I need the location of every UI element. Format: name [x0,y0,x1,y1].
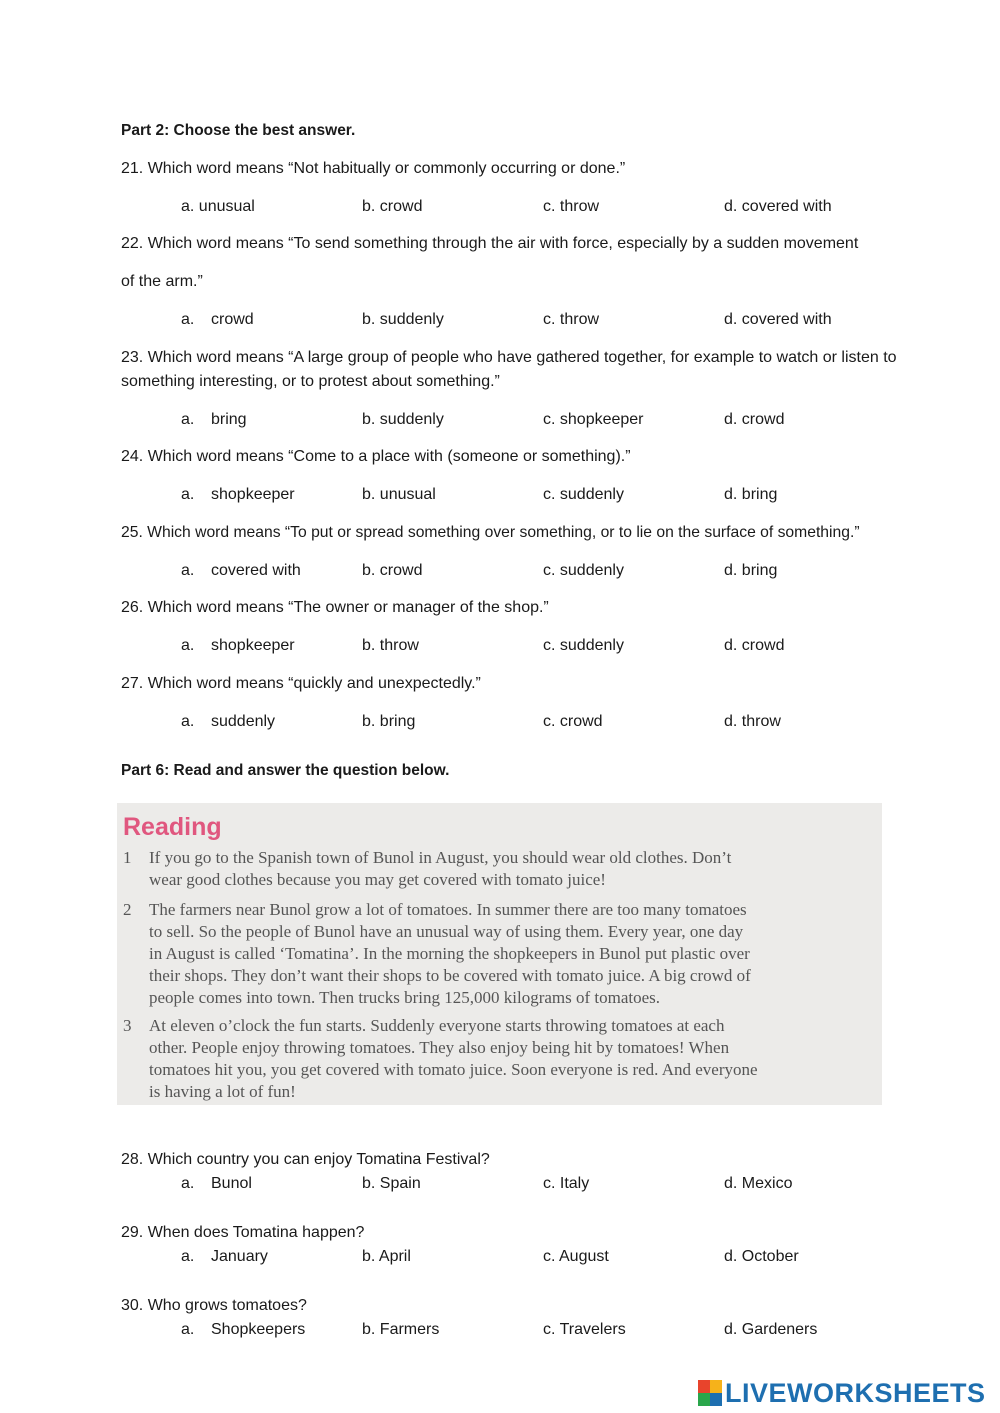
reading-passage-image [117,803,882,1105]
q29-option-a[interactable]: January [211,1248,268,1265]
q27-option-a-letter: a. [181,713,195,730]
logo-square [710,1393,722,1406]
q25-option-c[interactable]: c. suddenly [543,562,624,579]
q30-option-b[interactable]: b. Farmers [362,1321,440,1338]
q24-option-d[interactable]: d. bring [724,486,778,503]
paragraph-line: If you go to the Spanish town of Bunol in August, you should wear old clothes. Don’t [149,848,732,867]
q24-option-b[interactable]: b. unusual [362,486,436,503]
q28-option-a-letter: a. [181,1175,195,1192]
q27-option-c[interactable]: c. crowd [543,713,603,730]
q30-option-a[interactable]: Shopkeepers [211,1321,306,1338]
q23-option-a[interactable]: bring [211,411,247,428]
q30-option-d[interactable]: d. Gardeners [724,1321,818,1338]
paragraph-line: people comes into town. Then trucks bring 125,000 kilograms of tomatoes. [149,988,661,1007]
q26-option-a-letter: a. [181,637,195,654]
paragraph-number: 2 [123,900,132,919]
q22-option-a[interactable]: crowd [211,311,254,328]
q25-option-a-letter: a. [181,562,195,579]
question-29: 29. When does Tomatina happen? [121,1224,365,1241]
q22-option-a-letter: a. [181,311,195,328]
part6-heading: Part 6: Read and answer the question below. [121,762,450,779]
logo-squares-icon [698,1380,722,1406]
q22-option-d[interactable]: d. covered with [724,311,832,328]
paragraph-line: other. People enjoy throwing tomatoes. They also enjoy being hit by tomatoes! When [149,1038,730,1057]
q23-option-a-letter: a. [181,411,195,428]
q21-option-d[interactable]: d. covered with [724,198,832,215]
paragraph-line: is having a lot of fun! [149,1082,296,1101]
q28-option-c[interactable]: c. Italy [543,1175,590,1192]
q28-option-a[interactable]: Bunol [211,1175,252,1192]
paragraph-line: to sell. So the people of Bunol have an unusual way of using them. Every year, one day [149,922,744,941]
q27-option-a[interactable]: suddenly [211,713,276,730]
q21-option-c[interactable]: c. throw [543,198,600,215]
paragraph-line: in August is called ‘Tomatina’. In the morning the shopkeepers in Bunol put plastic over [149,944,750,963]
logo-text: LIVEWORKSHEETS [725,1377,986,1408]
q23-option-b[interactable]: b. suddenly [362,411,444,428]
q23-option-c[interactable]: c. shopkeeper [543,411,644,428]
question-28: 28. Which country you can enjoy Tomatina Festival? [121,1151,490,1168]
q26-option-d[interactable]: d. crowd [724,637,785,654]
paragraph-line: their shops. They don’t want their shops to be covered with tomato juice. A big crowd of [149,966,751,985]
q21-option-b[interactable]: b. crowd [362,198,423,215]
paragraph-number: 3 [123,1016,132,1035]
q22-option-b[interactable]: b. suddenly [362,311,444,328]
paragraph-number: 1 [123,848,132,867]
question-24: 24. Which word means “Come to a place with (someone or something).” [121,448,631,465]
question-21: 21. Which word means “Not habitually or commonly occurring or done.” [121,160,626,177]
q26-option-c[interactable]: c. suddenly [543,637,624,654]
q23-option-d[interactable]: d. crowd [724,411,785,428]
paragraph-line: wear good clothes because you may get covered with tomato juice! [149,870,606,889]
q26-option-b[interactable]: b. throw [362,637,419,654]
q25-option-a[interactable]: covered with [211,562,301,579]
logo-square [710,1380,722,1393]
q29-option-a-letter: a. [181,1248,195,1265]
reading-title: Reading [123,813,222,841]
q27-option-b[interactable]: b. bring [362,713,416,730]
paragraph-line: The farmers near Bunol grow a lot of tomatoes. In summer there are too many tomatoes [149,900,747,919]
q30-option-c[interactable]: c. Travelers [543,1321,626,1338]
q24-option-a[interactable]: shopkeeper [211,486,295,503]
question-23: 23. Which word means “A large group of people who have gathered together, for example to watch or listen to [121,349,897,366]
q29-option-d[interactable]: d. October [724,1248,799,1265]
q29-option-b[interactable]: b. April [362,1248,411,1265]
q29-option-c[interactable]: c. August [543,1248,609,1265]
liveworksheets-logo[interactable] [698,1378,986,1408]
paragraph-line: At eleven o’clock the fun starts. Suddenly everyone starts throwing tomatoes at each [149,1016,725,1035]
q24-option-a-letter: a. [181,486,195,503]
logo-square [698,1380,710,1393]
question-26: 26. Which word means “The owner or manager of the shop.” [121,599,549,616]
question-22-cont: of the arm.” [121,273,203,290]
q28-option-d[interactable]: d. Mexico [724,1175,793,1192]
q27-option-d[interactable]: d. throw [724,713,781,730]
question-30: 30. Who grows tomatoes? [121,1297,307,1314]
logo-square [698,1393,710,1406]
q21-option-a[interactable]: a. unusual [181,198,255,215]
q28-option-b[interactable]: b. Spain [362,1175,421,1192]
question-22: 22. Which word means “To send something through the air with force, especially by a sudden movement [121,235,859,252]
part2-heading: Part 2: Choose the best answer. [121,122,356,139]
q25-option-d[interactable]: d. bring [724,562,778,579]
q26-option-a[interactable]: shopkeeper [211,637,295,654]
q25-option-b[interactable]: b. crowd [362,562,423,579]
question-27: 27. Which word means “quickly and unexpectedly.” [121,675,481,692]
q24-option-c[interactable]: c. suddenly [543,486,624,503]
q30-option-a-letter: a. [181,1321,195,1338]
question-25: 25. Which word means “To put or spread something over something, or to lie on the surface of something.” [121,524,860,541]
paragraph-line: tomatoes hit you, you get covered with tomato juice. Soon everyone is red. And everyone [149,1060,758,1079]
question-23-cont: something interesting, or to protest about something.” [121,373,500,390]
q22-option-c[interactable]: c. throw [543,311,600,328]
